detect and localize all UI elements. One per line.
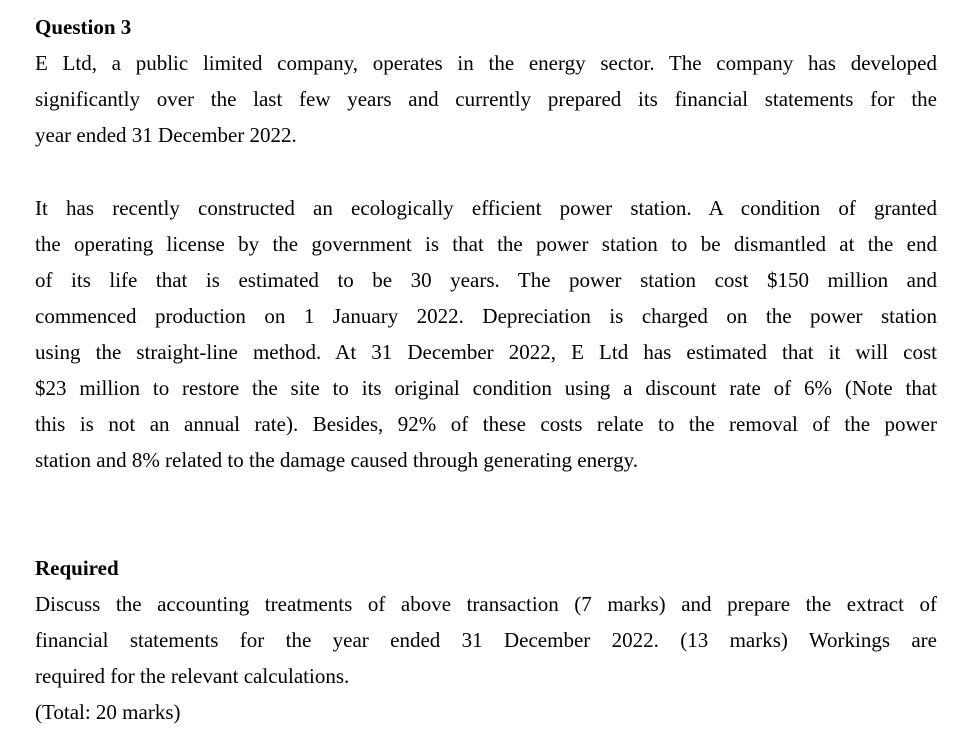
required-line-3: required for the relevant calculations. [35,664,350,688]
scenario-line-5: using the straight-line method. At 31 December 2022, E Ltd has estimated that it will cost [35,340,937,364]
intro-line-3: year ended 31 December 2022. [35,123,297,147]
required-line-1: Discuss the accounting treatments of above transaction (7 marks) and prepare the extract of [35,592,937,616]
intro-line-2: significantly over the last few years and currently prepared its financial statements for the [35,87,937,111]
total-marks [35,694,937,730]
scenario-line-1: It has recently constructed an ecologically efficient power station. A condition of granted [35,196,937,220]
scenario-line-4: commenced production on 1 January 2022. Depreciation is charged on the power station [35,304,937,328]
required-line-2: financial statements for the year ended 31 December 2022. (13 marks) Workings are [35,628,937,652]
scenario-line-3: of its life that is estimated to be 30 years. The power station cost $150 million and [35,268,937,292]
question-title: Question 3 [35,15,132,39]
intro-paragraph [35,45,937,153]
scenario-line-8: station and 8% related to the damage caused through generating energy. [35,448,638,472]
scenario-line-7: this is not an annual rate). Besides, 92% of these costs relate to the removal of the power [35,412,937,436]
scenario-line-2: the operating license by the government is that the power station to be dismantled at the end [35,232,937,256]
total-marks-text: (Total: 20 marks) [35,700,181,724]
required-paragraph [35,586,937,694]
required-title: Required [35,556,119,580]
intro-line-1: E Ltd, a public limited company, operates in the energy sector. The company has developed [35,51,937,75]
scenario-line-6: $23 million to restore the site to its original condition using a discount rate of 6% (Note that [35,376,937,400]
scenario-paragraph [35,190,937,478]
